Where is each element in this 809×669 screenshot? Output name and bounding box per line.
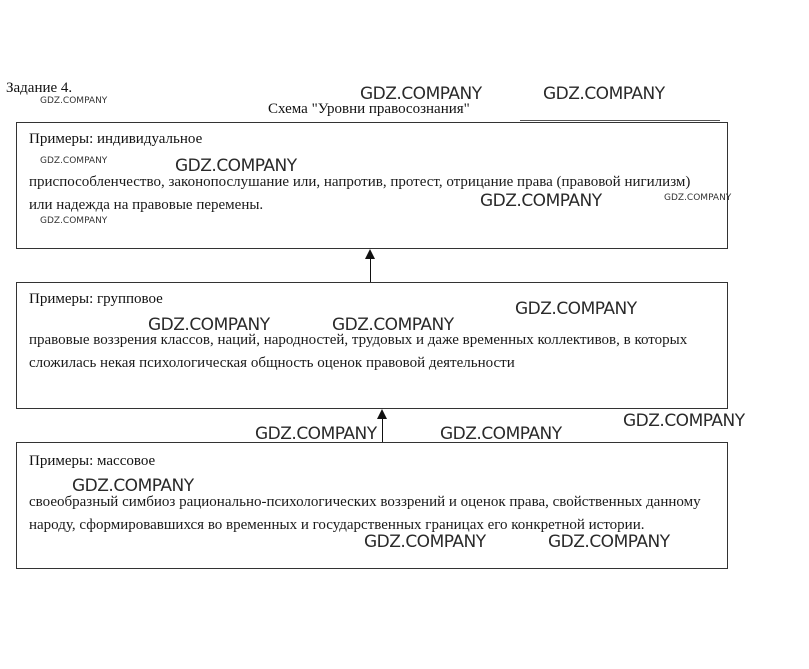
arrow-line-group-to-individual [370,256,371,282]
arrow-head-up-icon [377,409,387,419]
watermark: GDZ.COMPANY [72,476,194,496]
task-label: Задание 4. [6,80,73,96]
watermark: GDZ.COMPANY [440,424,562,444]
level-box-individual [16,122,728,249]
watermark: GDZ.COMPANY [175,156,297,176]
watermark: GDZ.COMPANY [548,532,670,552]
watermark: GDZ.COMPANY [364,532,486,552]
level-text-mass: своеобразный симбиоз рационально-психологических воззрений и оценок права, свойственных данному народу, сформировавшихся во временных и государственных границах его конкретной истории. [29,494,701,533]
level-text-group: правовые воззрения классов, наций, народностей, трудовых и даже временных коллективов, в которых сложилась некая психологическая общность оценок правовой деятельности [29,332,688,371]
watermark-small: GDZ.COMPANY [664,193,732,203]
watermark: GDZ.COMPANY [360,84,482,104]
arrow-head-up-icon [365,249,375,259]
level-title-mass: Примеры: массовое [29,453,156,469]
scheme-title: Схема "Уровни правосознания" [268,101,470,117]
level-title-group: Примеры: групповое [29,291,163,307]
watermark-small: GDZ.COMPANY [40,96,108,106]
watermark-small: GDZ.COMPANY [40,216,108,226]
watermark: GDZ.COMPANY [543,84,665,104]
watermark: GDZ.COMPANY [515,299,637,319]
watermark-small: GDZ.COMPANY [40,156,108,166]
watermark: GDZ.COMPANY [255,424,377,444]
watermark: GDZ.COMPANY [623,411,745,431]
header-rule [520,120,720,121]
level-title-individual: Примеры: индивидуальное [29,131,203,147]
watermark: GDZ.COMPANY [148,315,270,335]
arrow-line-mass-to-group [382,416,383,442]
level-text-individual: приспособленчество, законопослушание или, напротив, протест, отрицание права (правовой нигилизм) или надежда на правовые перемены. [29,174,691,213]
watermark: GDZ.COMPANY [480,191,602,211]
watermark: GDZ.COMPANY [332,315,454,335]
